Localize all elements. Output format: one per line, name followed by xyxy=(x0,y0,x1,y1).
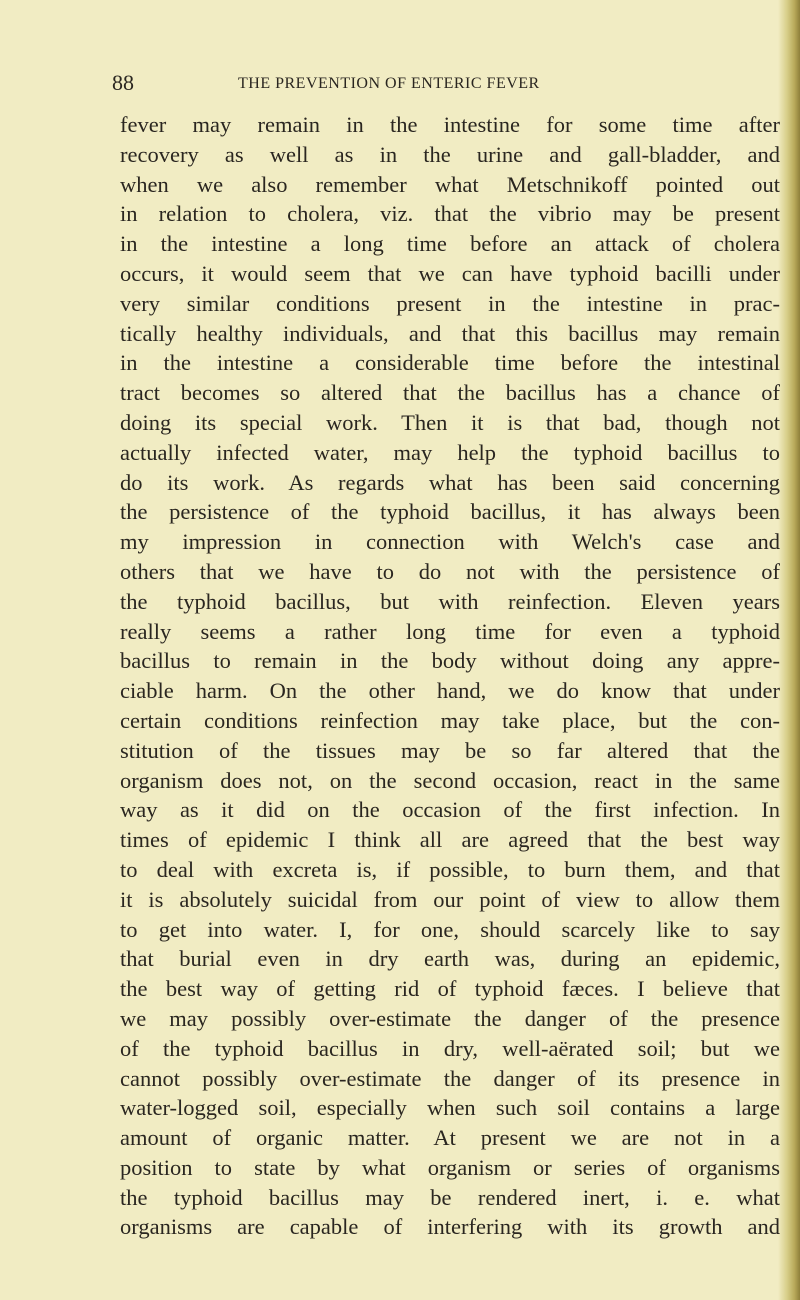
text-line: to deal with excreta is, if possible, to burn them, and that xyxy=(120,856,780,882)
text-line: in the intestine a long time before an attack of cholera xyxy=(120,231,780,257)
text-line: stitution of the tissues may be so far altered that the xyxy=(120,737,780,763)
text-line: certain conditions reinfection may take place, but the con- xyxy=(120,707,780,733)
text-line: times of epidemic I think all are agreed that the best way xyxy=(120,827,780,853)
text-line: tract becomes so altered that the bacillus has a chance of xyxy=(120,380,780,406)
text-line: that burial even in dry earth was, during an epidemic, xyxy=(120,946,780,972)
text-line: in the intestine a considerable time before the intestinal xyxy=(120,350,780,376)
text-line: the persistence of the typhoid bacillus, it has always been xyxy=(120,499,780,525)
text-line: ciable harm. On the other hand, we do know that under xyxy=(120,678,780,704)
text-line: very similar conditions present in the intestine in prac- xyxy=(120,290,780,316)
text-line: in relation to cholera, viz. that the vibrio may be present xyxy=(120,201,780,227)
text-line: do its work. As regards what has been said concerning xyxy=(120,469,780,495)
text-line: to get into water. I, for one, should scarcely like to say xyxy=(120,916,780,942)
text-line: recovery as well as in the urine and gall-bladder, and xyxy=(120,141,780,167)
text-line: really seems a rather long time for even a typhoid xyxy=(120,618,780,644)
text-line: occurs, it would seem that we can have typhoid bacilli under xyxy=(120,260,780,286)
text-line: actually infected water, may help the typhoid bacillus to xyxy=(120,439,780,465)
text-line: cannot possibly over-estimate the danger of its presence in xyxy=(120,1065,780,1091)
text-line: it is absolutely suicidal from our point of view to allow them xyxy=(120,886,780,912)
text-line: fever may remain in the intestine for some time after xyxy=(120,112,780,137)
text-line: bacillus to remain in the body without doing any appre- xyxy=(120,648,780,674)
text-line: organisms are capable of interfering with its growth and xyxy=(120,1214,780,1240)
text-line: way as it did on the occasion of the first infection. In xyxy=(120,797,780,823)
text-line: doing its special work. Then it is that bad, though not xyxy=(120,409,780,435)
text-line: the typhoid bacillus may be rendered inert, i. e. what xyxy=(120,1184,780,1210)
text-line: others that we have to do not with the persistence of xyxy=(120,558,780,584)
text-line: of the typhoid bacillus in dry, well-aërated soil; but we xyxy=(120,1035,780,1061)
text-line: my impression in connection with Welch's case and xyxy=(120,529,780,555)
text-line: we may possibly over-estimate the danger of the presence xyxy=(120,1005,780,1031)
text-line: water-logged soil, especially when such soil contains a large xyxy=(120,1095,780,1121)
text-line: position to state by what organism or series of organisms xyxy=(120,1154,780,1180)
text-line: tically healthy individuals, and that this bacillus may remain xyxy=(120,320,780,346)
book-binding-shadow xyxy=(778,0,800,1300)
text-line: when we also remember what Metschnikoff pointed out xyxy=(120,171,780,197)
text-line: organism does not, on the second occasion, react in the same xyxy=(120,767,780,793)
running-head: THE PREVENTION OF ENTERIC FEVER xyxy=(238,75,540,92)
body-text xyxy=(120,110,780,1242)
page-number: 88 xyxy=(112,70,134,95)
text-line: amount of organic matter. At present we are not in a xyxy=(120,1125,780,1151)
text-line: the best way of getting rid of typhoid fæces. I believe that xyxy=(120,976,780,1002)
text-line: the typhoid bacillus, but with reinfection. Eleven years xyxy=(120,588,780,614)
